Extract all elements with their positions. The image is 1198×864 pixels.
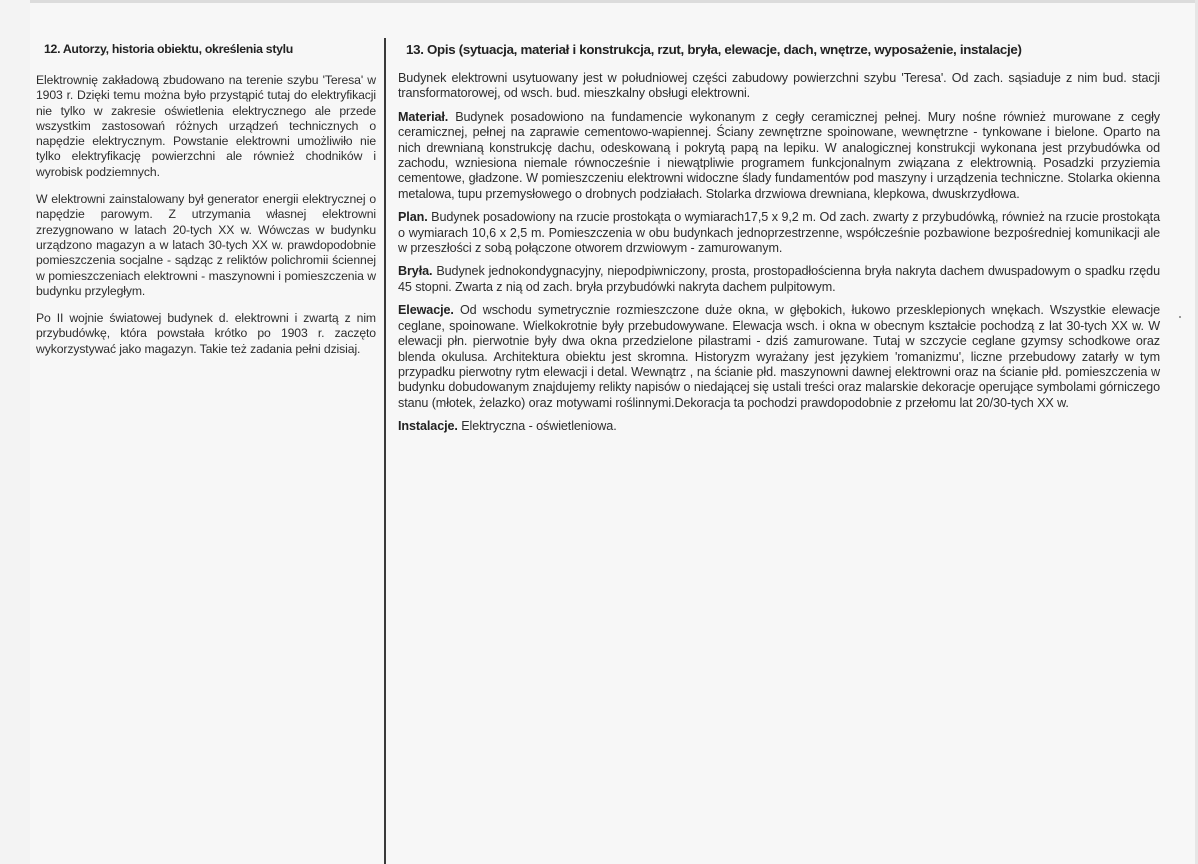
column-divider	[384, 38, 386, 864]
section-material	[398, 110, 1160, 202]
section-installations	[398, 419, 1160, 434]
section-text: Od wschodu symetrycznie rozmieszczone duże okna, w głębokich, łukowo przesklepionych wnękach. Wszystkie elewacje ceglane, spoinowane. Wielkokrotnie były przebudowywane. Elewacja wsch. i okna w obecnym kształcie pochodzą z lat 30-tych XX w. W elewacji płn. pierwotnie były dwa okna przedzielone pilastrami - dziś zamurowane. Tutaj w szczycie ceglane gzymsy schodkowe oraz blenda okulusa. Architektura obiektu jest skromna. Historyzm wyrażany jest językiem 'romanizmu', liczne przebudowy zatarły w tym przypadku pierwotny rytm elewacji i detal. Wewnątrz , na ścianie płd. maszynowni dawnej elektrowni oraz na ścianie płd. pomieszczenia w budynku dobudowanym znajdujemy relikty napisów o niedającej się ustali treści oraz malarskie dekoracje operujące symbolami górniczego stanu (młotek, żelazko) oraz motywami roślinnymi.Dekoracja ta pochodzi prawdopodobnie z przełomu lat 20/30-tych XX w.	[398, 303, 1160, 410]
section-elevations	[398, 303, 1160, 411]
description-heading: 13. Opis (sytuacja, materiał i konstrukcja, rzut, bryła, elewacje, dach, wnętrze, wyposażenie, instalacje)	[406, 42, 1022, 57]
section-label: Instalacje.	[398, 419, 458, 434]
section-label: Materiał.	[398, 109, 449, 124]
section-label: Plan.	[398, 210, 428, 225]
history-paragraph: W elektrowni zainstalowany był generator energii elektrycznej o napędzie parowym. Z utrzymania własnej elektrowni zrezygnowano w latach 20-tych XX w. Wówczas w budynku urządzono magazyn a w latach 30-tych XX w. prawdopodobnie pomieszczenia socjalne - sądząc z reliktów polichromii ściennej w pomieszczeniach elektrowni - maszynowni i pomieszczenia w budynku przyległym.	[36, 192, 376, 298]
section-text: Budynek jednokondygnacyjny, niepodpiwniczony, prosta, prostopadłościenna bryła nakryta dachem dwuspadowym o spadku rzędu 45 stopni. Zwarta z nią od zach. bryła przybudówki nakryta dachem pulpitowym.	[398, 264, 1160, 294]
section-plan	[398, 210, 1160, 256]
history-heading: 12. Autorzy, historia obiektu, określenia stylu	[44, 42, 293, 56]
scan-edge-top	[0, 0, 1198, 3]
scan-edge-left	[0, 0, 30, 864]
section-label: Elewacje.	[398, 303, 454, 318]
history-paragraph: Elektrownię zakładową zbudowano na terenie szybu 'Teresa' w 1903 r. Dzięki temu można było przystąpić tutaj do elektryfikacji nie tylko w zakresie oświetlenia elektrycznego ale przede wszystkim zastosowań różnych urządzeń technicznych o napędzie elektrycznym. Powstanie elektrowni umożliwiło nie tylko elektryfikację powierzchni ale również chodników i wyrobisk podziemnych.	[36, 73, 376, 179]
history-column	[36, 42, 376, 369]
description-intro: Budynek elektrowni usytuowany jest w południowej części zabudowy powierzchni szybu 'Teresa'. Od zach. sąsiaduje z nim bud. stacji transformatorowej, od wsch. bud. mieszkalny obsługi elektrowni.	[398, 71, 1160, 101]
description-column	[398, 42, 1160, 443]
section-form	[398, 264, 1160, 295]
section-text: Elektryczna - oświetleniowa.	[457, 419, 617, 434]
section-text: Budynek posadowiony na rzucie prostokąta o wymiarach17,5 x 9,2 m. Od zach. zwarty z przybudówką, również na rzucie prostokąta o wymiarach 10,6 x 2,5 m. Pomieszczenia w obu budynkach jednoprzestrzenne, współcześnie pozbawione bezpośredniej komunikacji ale w przeszłości z sobą połączone otworem drzwiowym - zamurowanym.	[398, 210, 1160, 256]
scan-speck	[1179, 316, 1181, 318]
section-text: Budynek posadowiono na fundamencie wykonanym z cegły ceramicznej pełnej. Mury nośne również murowane z cegły ceramicznej, pełnej na zaprawie cementowo-wapiennej. Ściany zewnętrzne spoinowane, wewnętrzne - tynkowane i bielone. Oparto na nich drewnianą konstrukcję dachu, odeskowaną i pokrytą papą na lepiku. W analogicznej konstrukcji wykonana jest przybudówka od zachodu, wzniesiona niemale równocześnie i niewątpliwie programem funkcjonalnym związana z elektrownią. Posadzki przyziemia cementowe, gładzone. W pomieszczeniu elektrowni widoczne ślady fundamentów pod maszyny i urządzenia techniczne. Stolarka okienna metalowa, tupu przemysłowego o drobnych podziałach. Stolarka drzwiowa drewniana, klepkowa, dwuskrzydłowa.	[398, 109, 1160, 201]
section-label: Bryła.	[398, 264, 433, 279]
history-paragraph: Po II wojnie światowej budynek d. elektrowni i zwartą z nim przybudówkę, która powstała krótko po 1903 r. zaczęto wykorzystywać jako magazyn. Takie też zadania pełni dzisiaj.	[36, 311, 376, 356]
